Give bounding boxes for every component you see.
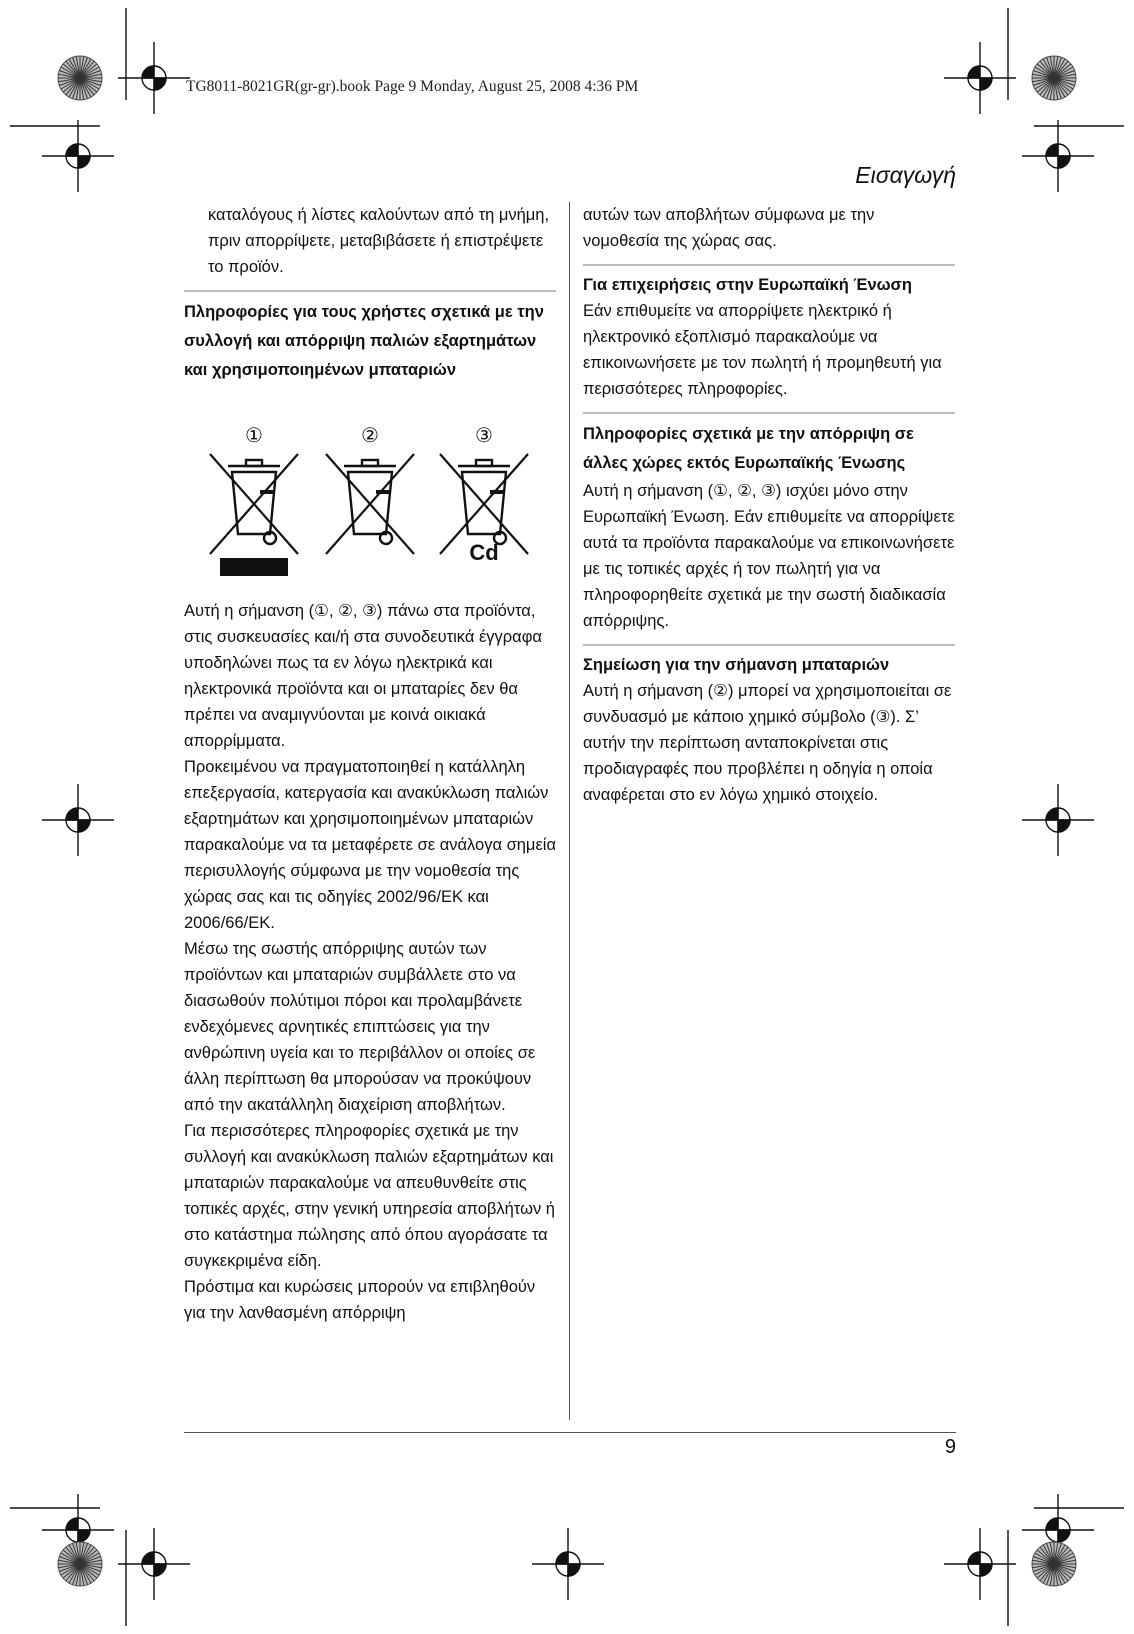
symbol-label-1: ① <box>245 423 263 447</box>
star-target-mark <box>58 56 102 100</box>
black-bar-symbol <box>220 558 288 576</box>
disposal-heading: Πληροφορίες για τους χρήστες σχετικά με την συλλογή και απόρριψη παλιών εξαρτημάτων και χρησιμοποιημένων μπαταριών <box>184 303 544 379</box>
section-divider <box>184 290 556 292</box>
left-column <box>184 202 556 385</box>
crosshair-mark <box>42 784 114 856</box>
symbol-label-3: ③ <box>475 423 493 447</box>
crosshair-mark <box>42 120 114 192</box>
crossed-bin-icon <box>440 454 528 554</box>
crosshair-mark <box>1022 784 1094 856</box>
continuation-text: καταλόγους ή λίστες καλούντων από τη μνήμη, πριν απορρίψετε, μεταβιβάσετε ή επιστρέψετε το προϊόν. <box>208 206 550 276</box>
eu-business-body: Εάν επιθυμείτε να απορρίψετε ηλεκτρικό ή ηλεκτρονικό εξοπλισμό παρακαλούμε να επικοινωνήσετε με τον πωλητή ή προμηθευτή για περισσότερες πληροφορίες. <box>583 302 942 398</box>
paragraph-5: Πρόστιμα και κυρώσεις μπορούν να επιβληθούν για την λανθασμένη απόρριψη <box>184 1278 536 1322</box>
crosshair-mark <box>1022 120 1094 192</box>
non-eu-body: Αυτή η σήμανση (①, ②, ③) ισχύει μόνο στην Ευρωπαϊκή Ένωση. Εάν επιθυμείτε να απορρίψετε αυτά τα προϊόντα παρακαλούμε να επικοινωνήσετε με τις τοπικές αρχές ή τον πωλητή για να πληροφορηθείτε σχετικά με την σωστή διαδικασία απόρριψης. <box>583 482 955 630</box>
non-eu-heading: Πληροφορίες σχετικά με την απόρριψη σε άλλες χώρες εκτός Ευρωπαϊκής Ένωσης <box>583 425 914 472</box>
disposal-symbols <box>184 420 556 580</box>
crosshair-mark <box>944 42 1016 114</box>
paragraph-2: Προκειμένου να πραγματοποιηθεί η κατάλληλη επεξεργασία, κατεργασία και ανακύκλωση παλιών εξαρτημάτων και χρησιμοποιημένων μπαταριών παρακαλούμε να τα μεταφέρετε σε ανάλογα σημεία περισυλλογής σύμφωνα με την νομοθεσία της χώρας σας και τις οδηγίες 2002/96/ΕΚ και 2006/66/ΕΚ. <box>184 758 556 932</box>
section-divider <box>583 412 955 414</box>
battery-note-body: Αυτή η σήμανση (②) μπορεί να χρησιμοποιείται σε συνδυασμό με κάποιο χημικό σύμβολο (③). Σ’ αυτήν την περίπτωση ανταποκρίνεται στις προδιαγραφές που προβλέπει η οδηγία η οποία αναφέρεται στο εν λόγω χημικό στοιχείο. <box>583 682 952 804</box>
section-divider <box>583 264 955 266</box>
eu-business-heading: Για επιχειρήσεις στην Ευρωπαϊκή Ένωση <box>583 276 912 294</box>
column-divider <box>569 202 570 1420</box>
paragraph-1: Αυτή η σήμανση (①, ②, ③) πάνω στα προϊόντα, στις συσκευασίες και/ή στα συνοδευτικά έγγραφα υποδηλώνει πως τα εν λόγω ηλεκτρικά και ηλεκτρονικά προϊόντα και οι μπαταρίες δεν θα πρέπει να αναμιγνύονται με κοινά οικιακά απορρίμματα. <box>184 602 542 750</box>
star-target-mark <box>1032 56 1076 100</box>
star-target-mark <box>1032 1542 1076 1586</box>
paragraph-4: Για περισσότερες πληροφορίες σχετικά με την συλλογή και ανακύκλωση παλιών εξαρτημάτων και μπαταριών παρακαλούμε να απευθυνθείτε στις τοπικές αρχές, στην γενική υπηρεσία αποβλήτων ή στο κατάστημα πώλησης από όπου αγοράσατε τα συγκεκριμένα είδη. <box>184 1122 555 1270</box>
crosshair-mark <box>118 42 190 114</box>
right-column <box>583 202 955 808</box>
right-continuation: αυτών των αποβλήτων σύμφωνα με την νομοθεσία της χώρας σας. <box>583 206 875 250</box>
print-slug: TG8011-8021GR(gr-gr).book Page 9 Monday, August 25, 2008 4:36 PM <box>186 78 639 95</box>
page-number: 9 <box>944 1436 956 1458</box>
star-target-mark <box>58 1542 102 1586</box>
crosshair-mark <box>118 1528 190 1600</box>
crossed-bin-icon <box>326 454 414 554</box>
section-title: Εισαγωγή <box>855 162 956 188</box>
left-body <box>184 598 556 1326</box>
battery-note-heading: Σημείωση για την σήμανση μπαταριών <box>583 656 890 674</box>
crosshair-mark <box>532 1528 604 1600</box>
paragraph-3: Μέσω της σωστής απόρριψης αυτών των προϊόντων και μπαταριών συμβάλλετε στο να διασωθούν πολύτιμοι πόροι και προλαμβάνετε ενδεχόμενες αρνητικές επιπτώσεις για την ανθρώπινη υγεία και το περιβάλλον οι οποίες σε άλλη περίπτωση θα μπορούσαν να προκύψουν από την ακατάλληλη διαχείριση αποβλήτων. <box>184 940 536 1114</box>
footer-rule <box>184 1432 956 1433</box>
section-divider <box>583 644 955 646</box>
crossed-bin-icon <box>210 454 298 554</box>
symbol-label-2: ② <box>361 423 379 447</box>
crosshair-mark <box>944 1528 1016 1600</box>
cd-chemical-symbol: Cd <box>469 540 499 565</box>
